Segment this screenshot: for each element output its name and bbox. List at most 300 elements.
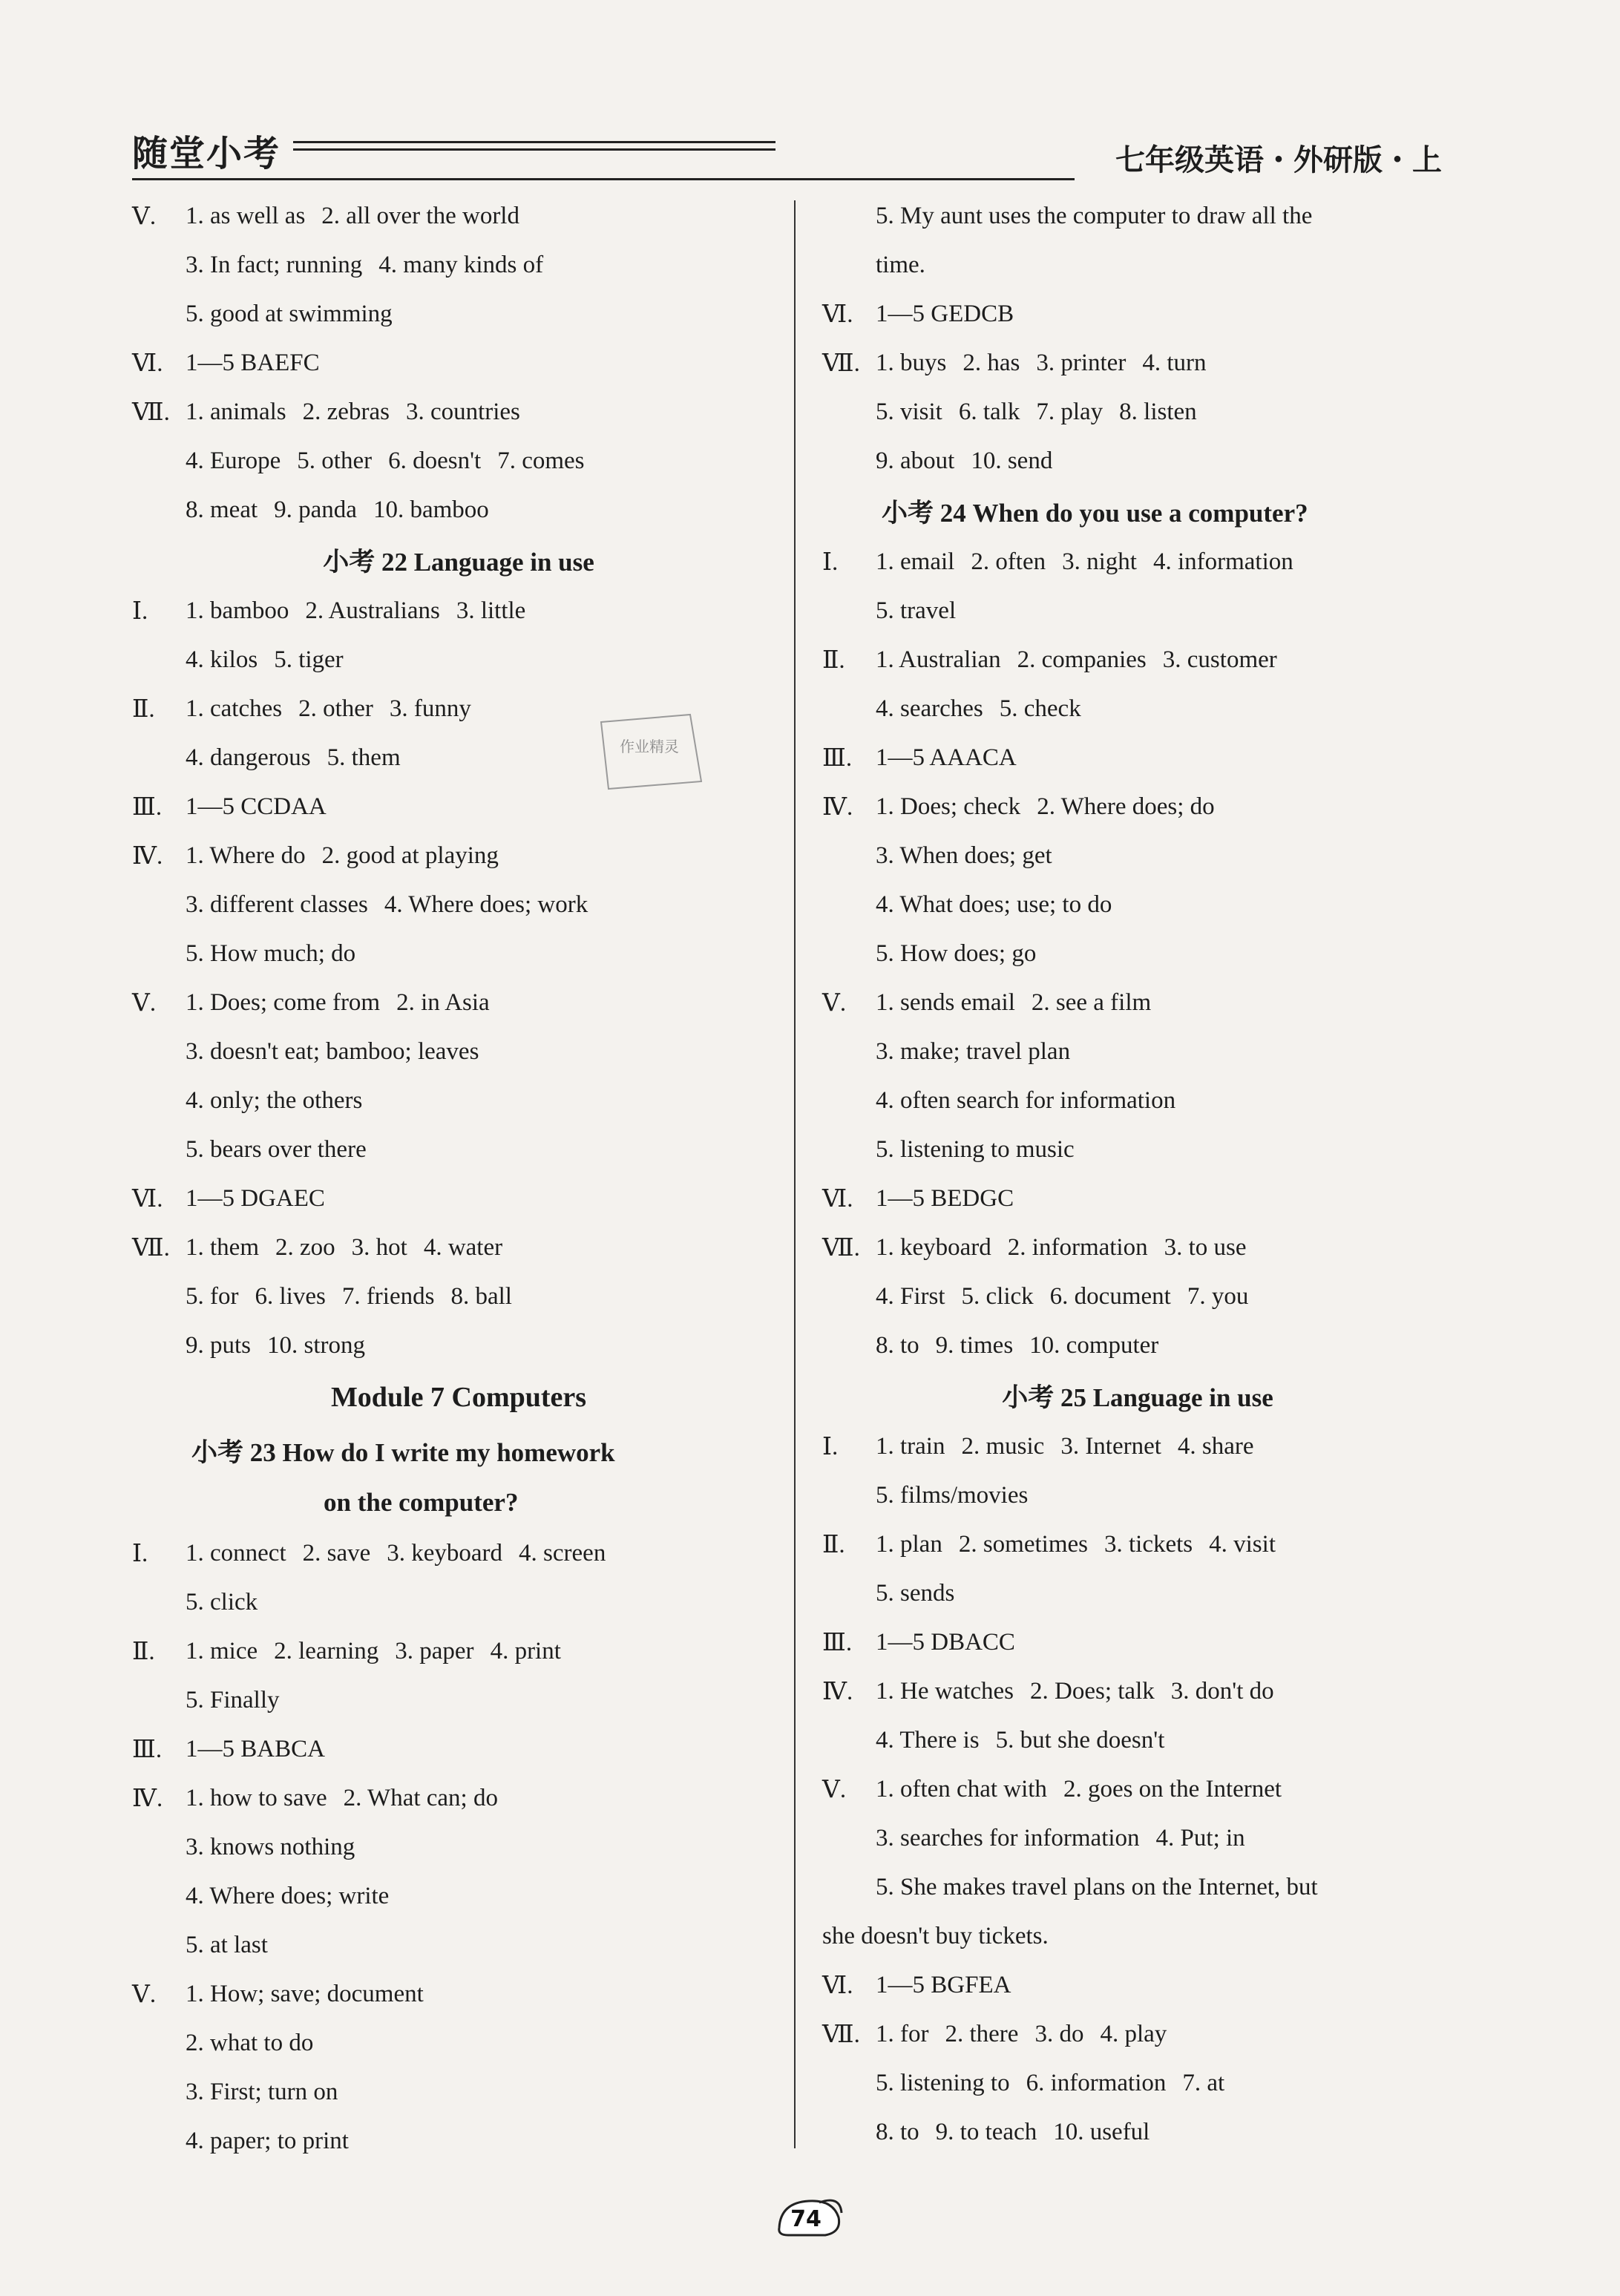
answer-item: 3. funny	[389, 695, 471, 722]
answer-item: 4. Where does; write	[186, 1882, 390, 1909]
answer-content	[876, 1678, 1453, 1705]
answer-item: 1. Where do	[186, 842, 306, 869]
answer-content	[186, 496, 785, 524]
answer-item: 4. many kinds of	[378, 251, 544, 278]
answer-item: 1. how to save	[186, 1784, 327, 1811]
answer-row	[132, 240, 785, 289]
answer-item: 2. zoo	[275, 1233, 335, 1261]
section	[132, 1627, 785, 1725]
answer-content	[876, 1482, 1453, 1509]
section-numeral: Ⅶ.	[822, 2021, 860, 2048]
answer-content: 1—5 BABCA	[186, 1735, 325, 1762]
answer-item: 1. mice	[186, 1637, 258, 1664]
section-numeral: Ⅶ.	[132, 399, 170, 426]
section	[822, 338, 1453, 485]
answer-item: 9. about	[876, 447, 955, 474]
answer-item: 5. for	[186, 1282, 239, 1310]
answer-item: 7. play	[1036, 398, 1103, 425]
section-numeral: Ⅲ.	[822, 1630, 853, 1656]
module-title: Module 7 Computers	[330, 1382, 587, 1413]
answer-content	[186, 989, 785, 1017]
answer-item: 2. goes on the Internet	[1063, 1775, 1282, 1803]
answer-row	[822, 2059, 1453, 2108]
answer-item: 3. countries	[405, 398, 520, 425]
answer-item: 3. Internet	[1060, 1432, 1161, 1460]
answer-row	[822, 1174, 1453, 1223]
answer-content	[876, 1136, 1453, 1164]
section-numeral: Ⅴ.	[822, 1777, 847, 1803]
answer-item: 3. knows nothing	[186, 1833, 355, 1860]
answer-item: 4. Where does; work	[384, 890, 588, 918]
answer-content	[876, 2119, 1453, 2146]
answer-content	[186, 1283, 785, 1311]
section-numeral: Ⅴ.	[822, 990, 847, 1017]
answer-row	[132, 1872, 785, 1921]
answer-content	[186, 1981, 785, 2008]
answer-item: 3. paper	[395, 1637, 474, 1664]
answer-content	[186, 1932, 785, 1959]
answer-row	[132, 1676, 785, 1725]
section	[822, 733, 1453, 782]
answer-content	[876, 350, 1453, 377]
answer-item: 1. animals	[186, 398, 286, 425]
answer-item: 8. to	[876, 1331, 919, 1359]
answer-content	[186, 301, 785, 328]
header-rule	[132, 178, 1075, 180]
answer-row	[822, 1667, 1453, 1716]
answer-row	[822, 684, 1453, 733]
answer-content	[876, 989, 1453, 1017]
answer-item: 1. buys	[876, 349, 947, 376]
answer-item: 1. for	[876, 2020, 929, 2047]
answer-row	[822, 1125, 1453, 1174]
answer-row	[132, 929, 785, 978]
answer-row	[132, 436, 785, 485]
answer-row	[132, 2067, 785, 2116]
answer-item: 5. sends	[876, 1579, 955, 1607]
watermark-stamp-icon	[594, 711, 705, 793]
answer-item: 7. comes	[497, 447, 585, 474]
answer-item: 4. only; the others	[186, 1086, 363, 1114]
answer-item: 2. all over the world	[321, 202, 519, 229]
book-subtitle: 七年级英语・外研版・上	[1115, 143, 1442, 177]
answer-item: 3. night	[1062, 548, 1137, 575]
answer-item: 4. visit	[1209, 1530, 1276, 1558]
section-numeral: Ⅱ.	[132, 696, 155, 723]
section-numeral: Ⅵ.	[822, 1186, 853, 1213]
section-numeral: Ⅶ.	[132, 1235, 170, 1262]
answer-item: 6. lives	[255, 1282, 326, 1310]
answer-item: 3. customer	[1162, 646, 1277, 673]
section	[132, 1774, 785, 1969]
section-numeral: Ⅱ.	[132, 1639, 155, 1665]
answer-item: 2. information	[1007, 1233, 1148, 1261]
answer-item: 8. listen	[1119, 398, 1197, 425]
quiz-23-heading: 小考 23 How do I write my homework	[191, 1438, 615, 1467]
section-numeral: Ⅳ.	[822, 794, 853, 821]
answer-item: 1. How; save; document	[186, 1980, 424, 2007]
answer-item: 2. What can; do	[343, 1784, 498, 1811]
section-numeral: Ⅵ.	[822, 301, 853, 328]
answer-content	[186, 447, 785, 475]
answer-row	[822, 978, 1453, 1027]
answer-content	[876, 1234, 1453, 1262]
answer-row	[132, 1076, 785, 1125]
answer-row	[132, 1272, 785, 1321]
answer-item: 5. listening to	[876, 2069, 1010, 2096]
answer-item: 3. When does; get	[876, 842, 1052, 869]
section	[132, 586, 785, 684]
answer-item: 9. panda	[274, 496, 357, 523]
answer-content: 1—5 CCDAA	[186, 793, 327, 820]
answer-item: 4. There is	[876, 1726, 980, 1754]
answer-content: 1—5 AAACA	[876, 744, 1017, 771]
answer-item: 2. often	[971, 548, 1046, 575]
answer-row	[132, 191, 785, 240]
answer-row	[822, 1422, 1453, 1471]
answer-row	[132, 978, 785, 1027]
answer-item: 2. music	[961, 1432, 1045, 1460]
answer-row	[822, 1961, 1453, 2010]
answer-content	[186, 203, 785, 230]
answer-row	[822, 2108, 1453, 2156]
section-numeral: Ⅰ.	[132, 598, 148, 625]
continued-answer-wrap: time.	[876, 251, 925, 278]
answer-row	[132, 1223, 785, 1272]
answer-item: 5. films/movies	[876, 1481, 1029, 1509]
answer-content	[876, 1580, 1453, 1607]
section-numeral: Ⅴ.	[132, 1981, 157, 2008]
answer-item: 2. what to do	[186, 2029, 314, 2056]
section	[822, 782, 1453, 978]
section-numeral: Ⅵ.	[132, 1186, 163, 1213]
section-numeral: Ⅲ.	[822, 745, 853, 772]
section-numeral: Ⅴ.	[132, 990, 157, 1017]
answer-item: 4. often search for information	[876, 1086, 1176, 1114]
answer-content	[186, 1038, 785, 1066]
answer-row	[132, 2116, 785, 2165]
answer-row	[822, 1716, 1453, 1765]
answer-item: 3. In fact; running	[186, 251, 363, 278]
answer-item: 7. you	[1187, 1282, 1249, 1310]
answer-item: 3. hot	[351, 1233, 407, 1261]
column-divider	[794, 200, 796, 2148]
answer-item: 3. doesn't eat; bamboo; leaves	[186, 1037, 479, 1065]
answer-row	[132, 1027, 785, 1076]
answer-content	[186, 597, 785, 625]
answer-row	[822, 387, 1453, 436]
section	[822, 1223, 1453, 1370]
answer-content	[876, 1332, 1453, 1359]
answer-item: 3. keyboard	[387, 1539, 503, 1567]
answer-content	[876, 1776, 1453, 1803]
answer-content	[876, 1825, 1453, 1852]
answer-content	[186, 1834, 785, 1861]
answer-item: 4. play	[1100, 2020, 1167, 2047]
answer-content: 1—5 BGFEA	[876, 1971, 1011, 1998]
section	[132, 387, 785, 534]
answer-row	[822, 929, 1453, 978]
answer-row	[132, 1125, 785, 1174]
answer-item: 5. bears over there	[186, 1135, 367, 1163]
section	[132, 338, 785, 387]
answer-content	[876, 940, 1453, 968]
answer-item: 7. friends	[341, 1282, 435, 1310]
answer-content	[186, 1234, 785, 1262]
answer-item: 9. times	[935, 1331, 1014, 1359]
answer-content	[876, 597, 1453, 625]
svg-text:作业精灵: 作业精灵	[620, 738, 679, 755]
answer-item: 4. share	[1177, 1432, 1254, 1460]
section	[822, 289, 1453, 338]
answer-content	[186, 646, 785, 674]
answer-item: 10. bamboo	[373, 496, 489, 523]
answer-row	[132, 485, 785, 534]
answer-item: 5. good at swimming	[186, 300, 393, 327]
answer-item: 2. sometimes	[958, 1530, 1088, 1558]
answer-item: 1. plan	[876, 1530, 942, 1558]
answer-item: 5. click	[961, 1282, 1034, 1310]
answer-item: 4. water	[423, 1233, 503, 1261]
section-numeral: Ⅶ.	[822, 1235, 860, 1262]
left-column	[132, 191, 785, 2165]
answer-item: 5. Finally	[186, 1686, 280, 1713]
answer-item: 3. printer	[1036, 349, 1127, 376]
answer-content: 1—5 DBACC	[876, 1628, 1015, 1656]
answer-item: 4. Europe	[186, 447, 281, 474]
section	[822, 635, 1453, 733]
answer-item: 2. save	[302, 1539, 371, 1567]
answer-row	[822, 831, 1453, 880]
answer-content	[876, 548, 1453, 576]
answer-row	[822, 1765, 1453, 1814]
answer-item: 1. He watches	[876, 1677, 1014, 1705]
answer-row	[822, 1321, 1453, 1370]
answer-item: 1. connect	[186, 1539, 286, 1567]
answer-item: 5. listening to music	[876, 1135, 1075, 1163]
answer-row	[132, 880, 785, 929]
answer-item: 7. at	[1182, 2069, 1225, 2096]
right-column	[822, 191, 1453, 2156]
section-numeral: Ⅶ.	[822, 350, 860, 377]
answer-content	[186, 1638, 785, 1665]
answer-content	[876, 447, 1453, 475]
answer-item: 1. Australian	[876, 646, 1001, 673]
page-number: 74	[790, 2206, 822, 2232]
answer-item: 3. do	[1034, 2020, 1084, 2047]
section	[132, 831, 785, 978]
answer-item: 5. check	[999, 695, 1081, 722]
answer-item: 2. in Asia	[396, 988, 490, 1016]
section	[132, 1529, 785, 1627]
section	[822, 1520, 1453, 1618]
answer-item: 10. computer	[1029, 1331, 1159, 1359]
answer-item: 1. Does; check	[876, 793, 1021, 820]
answer-content	[186, 1687, 785, 1714]
answer-item: 4. What does; use; to do	[876, 890, 1112, 918]
answer-item: 2. other	[298, 695, 373, 722]
quiz-22-heading: 小考 22 Language in use	[323, 548, 594, 577]
answer-item: 8. ball	[450, 1282, 512, 1310]
answer-content	[186, 2079, 785, 2106]
quiz-24-heading: 小考 24 When do you use a computer?	[882, 499, 1308, 528]
answer-row	[822, 1520, 1453, 1569]
answer-content	[186, 1883, 785, 1910]
answer-content	[186, 252, 785, 279]
answer-item: 4. searches	[876, 695, 983, 722]
section-numeral: Ⅳ.	[132, 1785, 163, 1812]
answer-item: 3. to use	[1164, 1233, 1247, 1261]
answer-row	[132, 338, 785, 387]
answer-content: 1—5 DGAEC	[186, 1184, 325, 1212]
answer-item: 1. catches	[186, 695, 283, 722]
answer-item: 9. puts	[186, 1331, 252, 1359]
answer-row	[132, 831, 785, 880]
answer-row	[822, 635, 1453, 684]
section	[132, 978, 785, 1174]
answer-item: 3. don't do	[1170, 1677, 1274, 1705]
answer-content	[876, 891, 1453, 919]
answer-row	[132, 1921, 785, 1969]
answer-item: 5. visit	[876, 398, 942, 425]
answer-content	[186, 940, 785, 968]
answer-content	[186, 1540, 785, 1567]
answer-row	[822, 338, 1453, 387]
answer-item: 4. paper; to print	[186, 2127, 349, 2154]
continued-answer: 5. My aunt uses the computer to draw all the	[876, 202, 1313, 229]
answer-row	[132, 1529, 785, 1578]
answer-item: 2. zebras	[302, 398, 390, 425]
answer-item: 6. information	[1026, 2069, 1167, 2096]
answer-item: 3. First; turn on	[186, 2078, 338, 2105]
answer-wrap-line: 5. She makes travel plans on the Internet, but	[876, 1873, 1318, 1900]
section-numeral: Ⅰ.	[132, 1541, 148, 1567]
answer-item: 4. kilos	[186, 646, 258, 673]
answer-row	[822, 586, 1453, 635]
answer-item: 3. different classes	[186, 890, 368, 918]
answer-content: 1—5 BEDGC	[876, 1184, 1014, 1212]
section	[822, 1667, 1453, 1765]
answer-item: 4. Put; in	[1155, 1824, 1245, 1851]
answer-item: 10. send	[971, 447, 1053, 474]
answer-item: 5. click	[186, 1588, 258, 1616]
section-numeral: Ⅳ.	[822, 1679, 853, 1705]
answer-content: 1—5 GEDCB	[876, 300, 1014, 327]
answer-item: 6. talk	[958, 398, 1020, 425]
answer-row	[132, 387, 785, 436]
section-numeral: Ⅲ.	[132, 1736, 163, 1763]
quiz-23-heading-cont: on the computer?	[324, 1488, 519, 1517]
section	[132, 1969, 785, 2165]
answer-row	[822, 1618, 1453, 1667]
answer-content	[876, 646, 1453, 674]
answer-item: 3. make; travel plan	[876, 1037, 1071, 1065]
answer-item: 1. them	[186, 1233, 259, 1261]
answer-row	[822, 289, 1453, 338]
answer-row	[822, 782, 1453, 831]
answer-content	[876, 695, 1453, 723]
section-numeral: Ⅳ.	[132, 843, 163, 870]
section	[822, 1422, 1453, 1520]
answer-item: 5. but she doesn't	[995, 1726, 1165, 1754]
answer-item: 5. travel	[876, 597, 957, 624]
answer-item: 3. searches for information	[876, 1824, 1140, 1851]
answer-content	[186, 1332, 785, 1359]
answer-row	[132, 289, 785, 338]
answer-item: 8. to	[876, 2118, 919, 2145]
section-numeral: Ⅴ.	[132, 203, 157, 230]
answer-item: 6. doesn't	[388, 447, 482, 474]
answer-content	[876, 1283, 1453, 1311]
answer-item: 1. as well as	[186, 202, 306, 229]
answer-row	[132, 586, 785, 635]
answer-item: 10. useful	[1053, 2118, 1150, 2145]
answer-row	[132, 1627, 785, 1676]
quiz-25-heading: 小考 25 Language in use	[1002, 1383, 1273, 1412]
answer-item: 6. document	[1049, 1282, 1171, 1310]
answer-content	[186, 891, 785, 919]
section	[822, 1174, 1453, 1223]
answer-row	[822, 880, 1453, 929]
answer-item: 1. keyboard	[876, 1233, 991, 1261]
answer-row	[822, 537, 1453, 586]
section	[132, 1725, 785, 1774]
answer-item: 1. bamboo	[186, 597, 289, 624]
answer-item: 5. tiger	[274, 646, 344, 673]
answer-item: 2. there	[945, 2020, 1019, 2047]
answer-content	[876, 1727, 1453, 1754]
answer-item: 2. see a film	[1031, 988, 1152, 1016]
answer-row	[132, 1725, 785, 1774]
section	[822, 537, 1453, 635]
answer-content	[876, 1433, 1453, 1460]
answer-content	[876, 1087, 1453, 1115]
section	[132, 1174, 785, 1223]
section	[822, 978, 1453, 1174]
answer-row	[822, 1814, 1453, 1863]
answer-content	[186, 842, 785, 870]
answer-row	[822, 1272, 1453, 1321]
answer-item: 5. How does; go	[876, 939, 1037, 967]
answer-row	[132, 2018, 785, 2067]
answer-item: 2. Australians	[305, 597, 440, 624]
answer-content	[876, 842, 1453, 870]
section-numeral: Ⅵ.	[822, 1972, 853, 1999]
section-numeral: Ⅲ.	[132, 794, 163, 821]
answer-item: 5. other	[297, 447, 373, 474]
answer-item: 1. Does; come from	[186, 988, 381, 1016]
answer-row	[132, 1578, 785, 1627]
section-numeral: Ⅰ.	[822, 1434, 839, 1460]
answer-row	[822, 2010, 1453, 2059]
section-numeral: Ⅱ.	[822, 1532, 845, 1558]
answer-item: 1. train	[876, 1432, 945, 1460]
answer-content	[186, 2128, 785, 2155]
answer-item: 4. First	[876, 1282, 945, 1310]
answer-item: 1. often chat with	[876, 1775, 1047, 1803]
section-numeral: Ⅵ.	[132, 350, 163, 377]
answer-content	[876, 793, 1453, 821]
answer-item: 2. Does; talk	[1030, 1677, 1155, 1705]
answer-item: 2. learning	[274, 1637, 379, 1664]
answer-content	[876, 398, 1453, 426]
answer-item: 1. email	[876, 548, 955, 575]
answer-content	[186, 1589, 785, 1616]
answer-item: 4. dangerous	[186, 744, 311, 771]
answer-row	[132, 1969, 785, 2018]
answer-row	[132, 635, 785, 684]
page-number-badge	[773, 2195, 845, 2240]
